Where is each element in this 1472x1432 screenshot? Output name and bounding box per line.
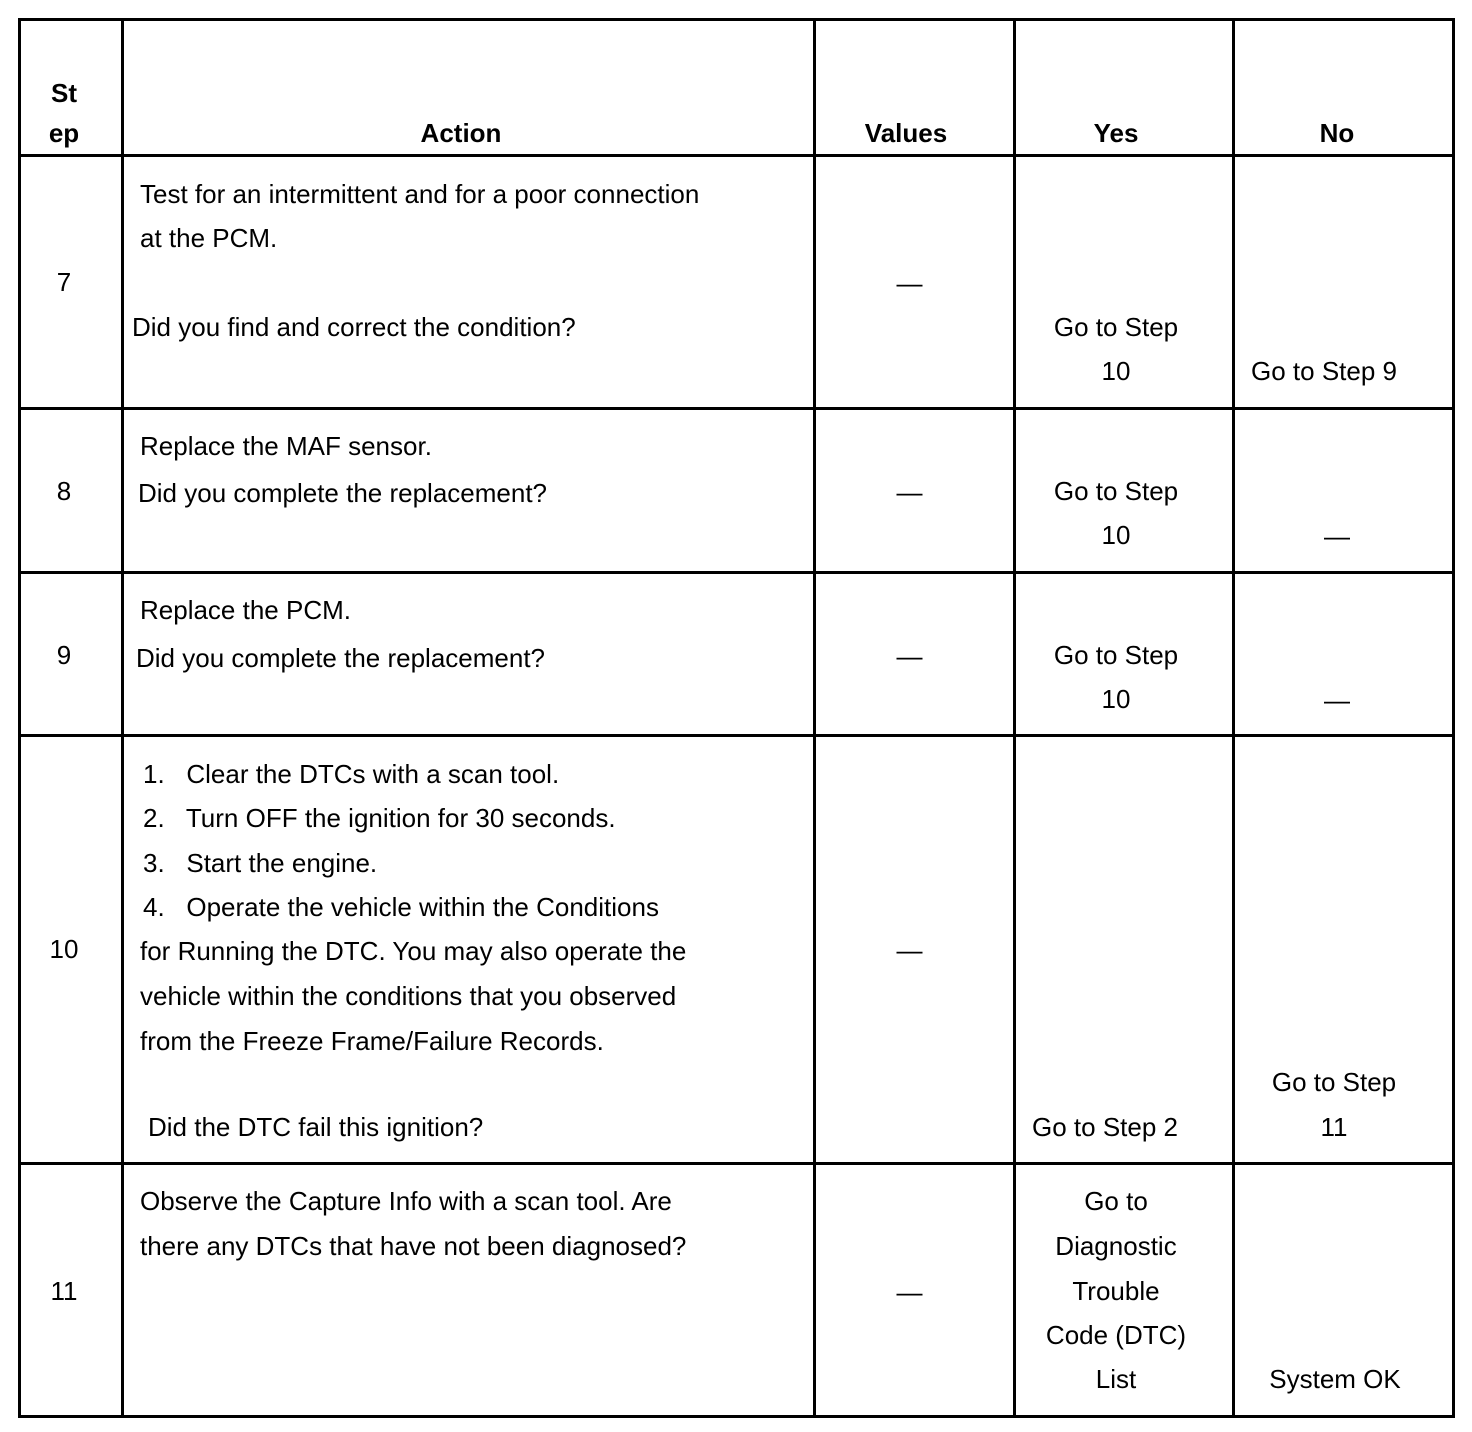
header-yes: Yes [1093,118,1139,148]
values-cell: — [896,477,923,507]
yes-cell: Diagnostic [1055,1231,1177,1261]
header-step: ep [48,118,80,148]
table-border-left [18,18,21,1418]
action-text: Replace the MAF sensor. [140,431,432,461]
no-cell: 11 [1320,1112,1348,1142]
action-list-item: 3. Start the engine. [143,848,378,878]
yes-cell: Go to Step [1053,476,1179,506]
values-cell: — [896,641,923,671]
action-text: Replace the PCM. [140,595,351,625]
row-divider [18,1162,1455,1165]
yes-cell: Go to Step [1053,640,1179,670]
values-cell: — [896,935,923,965]
yes-cell: List [1095,1364,1137,1394]
column-divider [1232,18,1235,1418]
action-text: for Running the DTC. You may also operate the [140,936,687,966]
action-list-item: 4. Operate the vehicle within the Conditions [143,892,659,922]
no-cell: — [1324,521,1350,551]
action-text: Observe the Capture Info with a scan tool. Are [140,1186,672,1216]
action-text: from the Freeze Frame/Failure Records. [140,1026,604,1056]
yes-cell: 10 [1101,520,1131,550]
action-question: Did you complete the replacement? [138,478,548,508]
table-border-bottom [18,1415,1455,1418]
step-number: 10 [49,934,79,964]
row-divider [18,734,1455,737]
row-divider [18,571,1455,574]
no-cell: Go to Step 9 [1251,356,1397,386]
header-values: Values [864,118,948,148]
action-text: there any DTCs that have not been diagnosed? [140,1231,687,1261]
action-question: Did you complete the replacement? [136,643,546,673]
table-border-top [18,18,1455,21]
column-divider [813,18,816,1418]
values-cell: — [896,1277,923,1307]
step-number: 11 [50,1276,78,1306]
yes-cell: Go to [1084,1186,1148,1216]
action-list-item: 2. Turn OFF the ignition for 30 seconds. [143,803,616,833]
yes-cell: Go to Step [1053,312,1179,342]
action-text: vehicle within the conditions that you observed [140,981,677,1011]
no-cell: System OK [1269,1364,1401,1394]
action-question: Did the DTC fail this ignition? [148,1112,484,1142]
step-number: 7 [56,267,72,297]
step-number: 9 [56,640,72,670]
action-text: at the PCM. [140,223,278,253]
row-divider [18,407,1455,410]
yes-cell: Go to Step 2 [1032,1112,1178,1142]
no-cell: — [1324,685,1350,715]
action-text: Test for an intermittent and for a poor connection [140,179,700,209]
yes-cell: 10 [1101,356,1131,386]
yes-cell: Code (DTC) [1045,1320,1187,1350]
action-question: Did you find and correct the condition? [132,312,576,342]
row-divider [18,154,1455,157]
column-divider [121,18,124,1418]
step-number: 8 [56,476,72,506]
values-cell: — [896,268,923,298]
table-border-right [1452,18,1455,1418]
header-no: No [1319,118,1355,148]
yes-cell: 10 [1101,684,1131,714]
header-action: Action [420,118,502,148]
header-step: St [51,78,77,108]
yes-cell: Trouble [1072,1276,1160,1306]
no-cell: Go to Step [1271,1067,1397,1097]
action-list-item: 1. Clear the DTCs with a scan tool. [143,759,560,789]
